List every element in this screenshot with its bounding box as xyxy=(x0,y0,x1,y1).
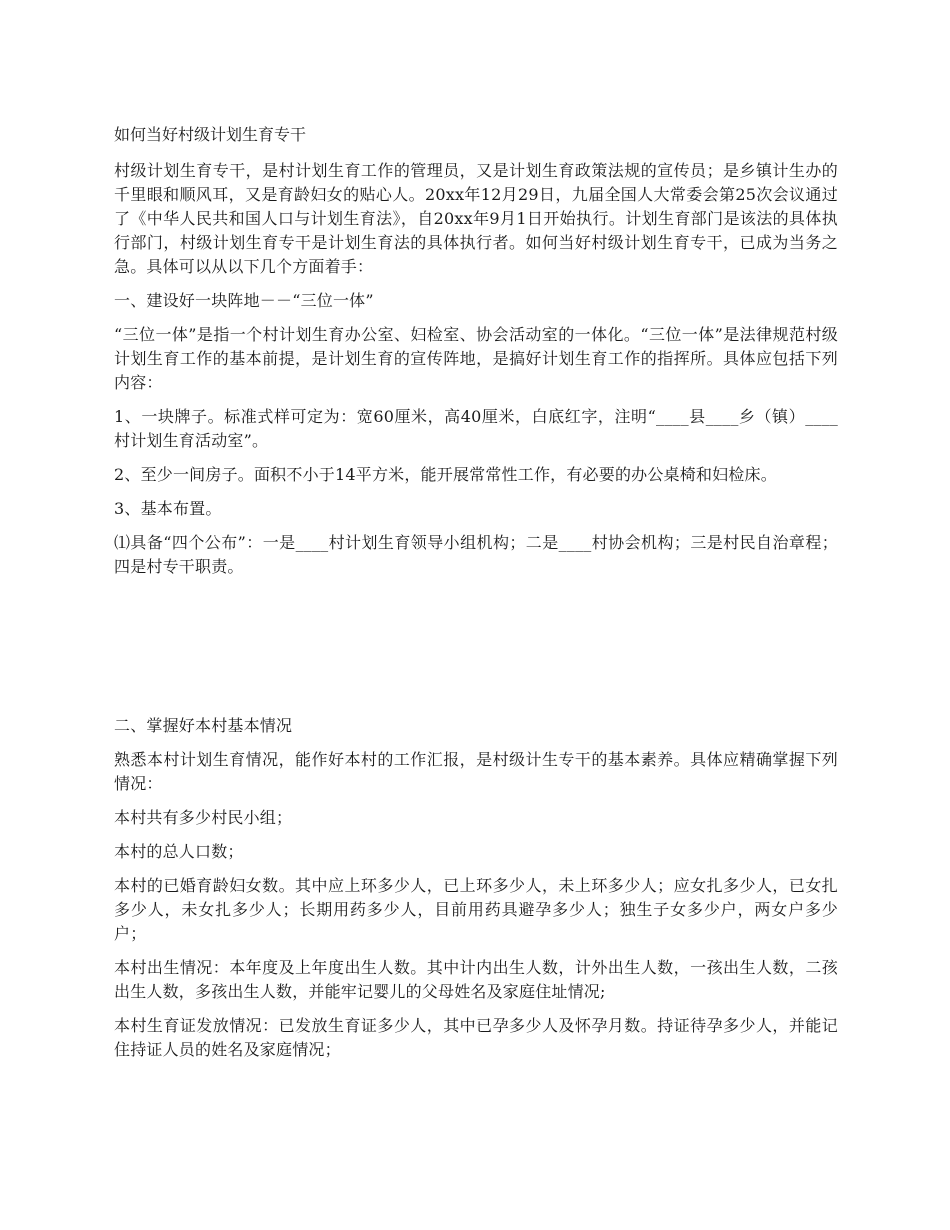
item-1-sign: 1、一块牌子。标准式样可定为：宽60厘米，高40厘米，白底红字，注明“____县____乡（镇）____村计划生育活动室”。 xyxy=(114,407,838,450)
item-3-sub-1: ⑴具备“四个公布”：一是____村计划生育领导小组机构；二是____村协会机构；三是村民自治章程；四是村专干职责。 xyxy=(114,533,838,576)
section-2-heading: 二、掌握好本村基本情况 xyxy=(114,716,293,735)
fact-line-3: 本村的已婚育龄妇女数。其中应上环多少人，已上环多少人，未上环多少人；应女扎多少人，已女扎多少人，未女扎多少人；长期用药多少人，目前用药具避孕多少人；独生子女多少户，两女户多少户； xyxy=(114,876,838,943)
section-1-heading: 一、建设好一块阵地－－“三位一体” xyxy=(114,291,374,310)
item-3-layout: 3、基本布置。 xyxy=(114,499,222,518)
fact-line-4: 本村出生情况：本年度及上年度出生人数。其中计内出生人数，计外出生人数，一孩出生人数，二孩出生人数，多孩出生人数，并能牢记婴儿的父母姓名及家庭住址情况; xyxy=(114,958,838,1001)
fact-line-1: 本村共有多少村民小组； xyxy=(114,808,293,827)
fact-line-2: 本村的总人口数； xyxy=(114,842,244,861)
intro-paragraph: 村级计划生育专干，是村计划生育工作的管理员，又是计划生育政策法规的宣传员；是乡镇计生办的千里眼和顺风耳，又是育龄妇女的贴心人。20xx年12月29日，九届全国人大常委会第25次会议通过了《中华人民共和国人口与计划生育法》，自20xx年9月1日开始执行。计划生育部门是该法的具体执行部门，村级计划生育专干是计划生育法的具体执行者。如何当好村级计划生育专干，已成为当务之急。具体可以从以下几个方面着手： xyxy=(114,161,838,276)
section-1-intro: “三位一体”是指一个村计划生育办公室、妇检室、协会活动室的一体化。“三位一体”是法律规范村级计划生育工作的基本前提，是计划生育的宣传阵地，是搞好计划生育工作的指挥所。具体应包括下列内容： xyxy=(114,325,838,392)
fact-line-5: 本村生育证发放情况：已发放生育证多少人，其中已孕多少人及怀孕月数。持证待孕多少人，并能记住持证人员的姓名及家庭情况； xyxy=(114,1016,838,1059)
section-2-intro: 熟悉本村计划生育情况，能作好本村的工作汇报，是村级计生专干的基本素养。具体应精确掌握下列情况： xyxy=(114,750,838,793)
document-title: 如何当好村级计划生育专干 xyxy=(114,125,307,144)
item-2-room: 2、至少一间房子。面积不小于14平方米，能开展常常性工作，有必要的办公桌椅和妇检床。 xyxy=(114,465,777,484)
document-part-1 xyxy=(114,123,838,589)
document-part-2 xyxy=(114,714,838,1072)
